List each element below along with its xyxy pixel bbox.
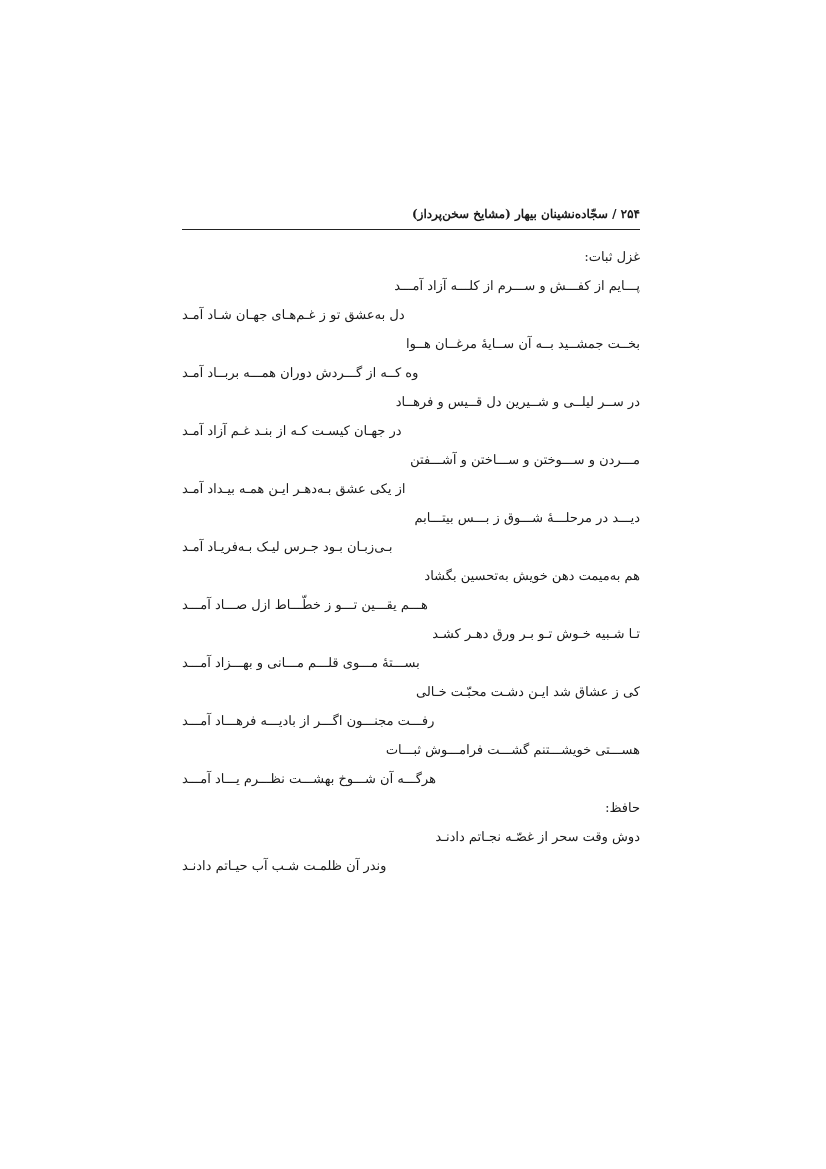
- couplet-2-second-hemistich: وه کــه از گـــردش دوران همـــه بربــاد آمـد: [182, 366, 419, 381]
- couplet-4-second-hemistich: از یکی عشق بـه‌دهـر ایـن همـه بیـداد آمـد: [182, 482, 406, 497]
- couplet-7-first-hemistich: تـا شـبیه خـوش تـو بـر ورق دهـر کشـد: [432, 627, 640, 642]
- couplet-1-first-hemistich: پـــایم از کفـــش و ســـرم از کلـــه آزاد آمـــد: [394, 279, 640, 294]
- couplet-10-first-hemistich: دوش وقت سحر از غصّـه نجـاتم دادنـد: [435, 830, 640, 845]
- couplet-10-second-hemistich: وندر آن ظلمـت شـب آب حیـاتم دادنـد: [182, 859, 387, 874]
- couplet-5-first-hemistich: دیـــد در مرحلـــهٔ شـــوق ز بـــس بیتـــابم: [414, 511, 640, 526]
- section-label: حافظ:: [605, 801, 640, 816]
- couplet-9-first-hemistich: هســـتی خویشـــتنم گشـــت فرامـــوش ثبـــات: [385, 743, 640, 758]
- couplet-9-second-hemistich: هرگـــه آن شـــوخ بهشـــت نظـــرم یـــاد آمـــد: [182, 772, 436, 787]
- couplet-2-first-hemistich: بخــت جمشــید بــه آن ســایهٔ مرغــان هــوا: [406, 337, 640, 352]
- couplet-1-second-hemistich: دل به‌عشق تو ز غـم‌هـای جهـان شـاد آمـد: [182, 308, 405, 323]
- couplet-4-first-hemistich: مـــردن و ســـوختن و ســـاختن و آشـــفتن: [410, 453, 640, 468]
- couplet-3-second-hemistich: در جهـان کیسـت کـه از بنـد غـم آزاد آمـد: [182, 424, 402, 439]
- couplet-7-second-hemistich: بســـتهٔ مـــوی قلـــم مـــانی و بهـــزاد آمـــد: [182, 656, 420, 671]
- header-rule: [182, 229, 640, 230]
- couplet-8-first-hemistich: کی ز عشاق شد ایـن دشـت محبّـت خـالی: [416, 685, 640, 700]
- running-head: ۲۵۴ / سجّاده‌نشینان بیهار (مشایخ سخن‌پرداز): [411, 207, 640, 221]
- couplet-8-second-hemistich: رفـــت مجنـــون اگـــر از بادیـــه فرهـــاد آمـــد: [182, 714, 435, 729]
- couplet-3-first-hemistich: در ســر لیلــی و شــیرین دل قــیس و فرهــاد: [395, 395, 640, 410]
- section-label: غزل ثبات:: [584, 250, 640, 265]
- couplet-6-first-hemistich: هم به‌میمت دهن خویش به‌تحسین بگشاد: [424, 569, 640, 584]
- couplet-6-second-hemistich: هـــم یقـــین تـــو ز خطّـــاط ازل صـــاد آمـــد: [182, 598, 428, 613]
- couplet-5-second-hemistich: بـی‌زبـان بـود جـرس لیـک بـه‌فریـاد آمـد: [182, 540, 393, 555]
